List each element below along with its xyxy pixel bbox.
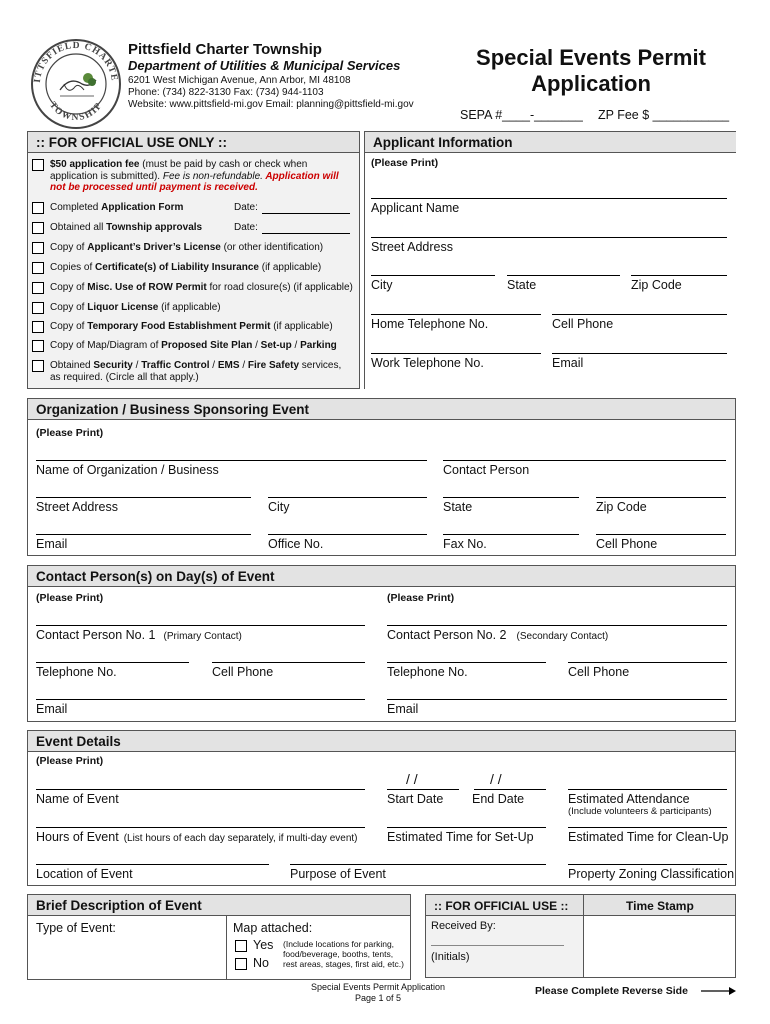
event-please-print: (Please Print): [36, 755, 104, 767]
contact2-tel-label: Telephone No.: [387, 665, 468, 679]
organization-title: Organization / Business Sponsoring Event: [36, 402, 310, 417]
contact1-label: Contact Person No. 1 (Primary Contact): [36, 628, 242, 642]
contact1-cell-label: Cell Phone: [212, 665, 274, 679]
applicant-please-print: (Please Print): [371, 157, 439, 169]
contact1-cell-field[interactable]: [212, 662, 365, 663]
contact2-cell-label: Cell Phone: [568, 665, 630, 679]
applicant-work-tel-field[interactable]: [371, 353, 541, 354]
org-street-field[interactable]: [36, 497, 251, 498]
completed-date-label: Date:: [234, 202, 258, 213]
end-date-field[interactable]: [474, 789, 546, 790]
reverse-side-note: Please Complete Reverse Side: [535, 985, 688, 997]
org-contact-label: Contact Person: [443, 463, 530, 477]
setup-time-label: Estimated Time for Set-Up: [387, 830, 534, 844]
attendance-label: Estimated Attendance: [568, 792, 690, 806]
contacts-title: Contact Person(s) on Day(s) of Event: [36, 569, 275, 584]
type-of-event-label: Type of Event:: [36, 921, 116, 935]
org-office-label: Office No.: [268, 537, 324, 551]
end-date-label: End Date: [472, 792, 525, 806]
time-stamp-area[interactable]: [583, 916, 735, 977]
contact1-email-label: Email: [36, 702, 68, 716]
applicant-section: [364, 131, 736, 389]
approvals-date-label: Date:: [234, 222, 258, 233]
contact1-tel-label: Telephone No.: [36, 665, 117, 679]
hours-field[interactable]: [36, 827, 365, 828]
insurance-checkbox[interactable]: [32, 262, 44, 274]
svg-text:PITTSFIELD CHARTER: ITTSFIELD CHARTE: [32, 40, 120, 84]
contact1-name-field[interactable]: [36, 625, 365, 626]
event-name-label: Name of Event: [36, 792, 119, 806]
applicant-home-tel-field[interactable]: [371, 314, 541, 315]
completed-form-checkbox[interactable]: [32, 202, 44, 214]
org-zip-field[interactable]: [596, 497, 726, 498]
contact2-label: Contact Person No. 2 (Secondary Contact): [387, 628, 609, 642]
applicant-email-field[interactable]: [552, 353, 727, 354]
applicant-state-field[interactable]: [507, 275, 620, 276]
attendance-field[interactable]: [568, 789, 727, 790]
approvals-date-field[interactable]: [262, 233, 350, 234]
fee-checkbox[interactable]: [32, 159, 44, 171]
applicant-email-label: Email: [552, 356, 584, 370]
applicant-cell-field[interactable]: [552, 314, 727, 315]
org-cell-field[interactable]: [596, 534, 726, 535]
org-name-field[interactable]: [36, 460, 427, 461]
applicant-home-tel-label: Home Telephone No.: [371, 317, 489, 331]
map-no-checkbox[interactable]: [235, 958, 247, 970]
applicant-zip-field[interactable]: [631, 275, 727, 276]
contact2-email-field[interactable]: [387, 699, 727, 700]
township-phone: Phone: (734) 822-3130 Fax: (734) 944-1103: [128, 87, 324, 98]
start-date-label: Start Date: [387, 792, 444, 806]
map-no-label: No: [253, 956, 269, 970]
applicant-cell-label: Cell Phone: [552, 317, 614, 331]
township-name: Pittsfield Charter Township: [128, 41, 322, 58]
fee-text: $50 application fee (must be paid by cash or check when application is submitted). Fee is non-refundable. Application will not be processed until payment is received.: [50, 159, 339, 193]
received-by-field[interactable]: [431, 945, 564, 946]
start-date-field[interactable]: [387, 789, 459, 790]
contacts-section: [27, 565, 736, 722]
event-details-section: [27, 730, 736, 886]
drivers-license-checkbox[interactable]: [32, 242, 44, 254]
applicant-city-label: City: [371, 278, 393, 292]
applicant-title: Applicant Information: [373, 135, 513, 150]
org-state-field[interactable]: [443, 497, 579, 498]
brief-description-section: [27, 894, 411, 980]
contacts-please-print-1: (Please Print): [36, 592, 104, 604]
org-zip-label: Zip Code: [596, 500, 647, 514]
org-email-label: Email: [36, 537, 68, 551]
org-email-field[interactable]: [36, 534, 251, 535]
org-fax-field[interactable]: [443, 534, 579, 535]
contact2-name-field[interactable]: [387, 625, 727, 626]
contact2-email-label: Email: [387, 702, 419, 716]
start-date-slashes: / /: [406, 771, 418, 787]
time-stamp-title: Time Stamp: [626, 899, 694, 913]
org-street-label: Street Address: [36, 500, 118, 514]
zp-fee: ZP Fee $ ___________: [598, 108, 730, 122]
org-fax-label: Fax No.: [443, 537, 487, 551]
township-approvals-checkbox[interactable]: [32, 222, 44, 234]
arrow-right-icon: [701, 984, 737, 996]
applicant-state-label: State: [507, 278, 537, 292]
org-office-field[interactable]: [268, 534, 427, 535]
zoning-field[interactable]: [568, 864, 727, 865]
organization-please-print: (Please Print): [36, 427, 104, 439]
official-use-section: :: FOR OFFICIAL USE ONLY :: $50 application fee (must be paid by cash or check when application is submitted). Fee is non-refundable. Application will not be processed until payment is received. Completed Application Form Date: Obtained all Township approvals Date: Copy of Applicant’s Driver’s License (or other identification) Copies of Certificate(s) of Liability Insurance (if applicable) Copy of Misc. Use of ROW Permit for road closure(s) (if applicable) Copy of Liquor License (if applicable) Copy of Temporary Food Establishment Permit (if applicable) Copy of Map/Diagram of Proposed Site Plan / Set-up / Parking Obtained Security / Traffic Control / EMS / Fire Safety services, as required. (Circle all that apply.): [27, 131, 360, 389]
cleanup-time-label: Estimated Time for Clean-Up: [568, 830, 729, 844]
org-city-field[interactable]: [268, 497, 427, 498]
applicant-name-field[interactable]: [371, 198, 727, 199]
official-use-2-section: [425, 894, 736, 978]
end-date-slashes: / /: [490, 771, 502, 787]
initials-label: (Initials): [431, 951, 470, 963]
svg-text:TOWNSHIP: TOWNSHIP: [47, 100, 105, 124]
received-by-label: Received By:: [431, 920, 496, 932]
food-permit-checkbox[interactable]: [32, 321, 44, 333]
row-permit-checkbox[interactable]: [32, 282, 44, 294]
org-city-label: City: [268, 500, 290, 514]
official-use-header: [28, 132, 359, 153]
org-state-label: State: [443, 500, 473, 514]
map-yes-checkbox[interactable]: [235, 940, 247, 952]
location-field[interactable]: [36, 864, 269, 865]
applicant-work-tel-label: Work Telephone No.: [371, 356, 484, 370]
site-plan-checkbox[interactable]: [32, 340, 44, 352]
purpose-field[interactable]: [290, 864, 546, 865]
map-note: (Include locations for parking, food/beverage, booths, tents, rest areas, stages, first aid, etc.): [283, 939, 404, 969]
org-cell-label: Cell Phone: [596, 537, 658, 551]
township-seal: [30, 38, 122, 130]
form-title-line1: Special Events Permit: [476, 45, 706, 70]
footer-page-number: Page 1 of 5: [354, 993, 402, 1003]
contact1-email-field[interactable]: [36, 699, 365, 700]
attendance-note: (Include volunteers & participants): [568, 806, 712, 817]
department-name: Department of Utilities & Municipal Services: [128, 58, 401, 73]
cleanup-time-field[interactable]: [568, 827, 727, 828]
organization-section: [27, 398, 736, 556]
contact2-tel-field[interactable]: [387, 662, 546, 663]
official-use-title: :: FOR OFFICIAL USE ONLY ::: [36, 135, 228, 150]
org-name-label: Name of Organization / Business: [36, 463, 219, 477]
completed-date-field[interactable]: [262, 213, 350, 214]
applicant-street-label: Street Address: [371, 240, 453, 254]
applicant-city-field[interactable]: [371, 275, 495, 276]
map-attached-label: Map attached:: [233, 921, 313, 935]
township-website: Website: www.pittsfield-mi.gov Email: planning@pittsfield-mi.gov: [128, 99, 414, 110]
applicant-name-label: Applicant Name: [371, 201, 460, 215]
official-use-2-title: :: FOR OFFICIAL USE ::: [434, 899, 569, 913]
applicant-street-field[interactable]: [371, 237, 727, 238]
brief-description-title: Brief Description of Event: [36, 898, 202, 913]
zoning-label: Property Zoning Classification: [568, 867, 735, 881]
event-details-title: Event Details: [36, 734, 121, 749]
location-label: Location of Event: [36, 867, 133, 881]
contact1-tel-field[interactable]: [36, 662, 189, 663]
township-address: 6201 West Michigan Avenue, Ann Arbor, MI 48108: [128, 75, 351, 86]
applicant-zip-label: Zip Code: [631, 278, 682, 292]
map-yes-label: Yes: [253, 938, 274, 952]
contacts-please-print-2: (Please Print): [387, 592, 455, 604]
brief-divider: [226, 916, 227, 979]
setup-time-field[interactable]: [387, 827, 546, 828]
purpose-label: Purpose of Event: [290, 867, 386, 881]
footer-doc-name: Special Events Permit Application: [310, 982, 446, 992]
contact2-cell-field[interactable]: [568, 662, 727, 663]
form-title-line2: Application: [531, 71, 651, 96]
sepa-number: SEPA #____-_______: [460, 108, 583, 122]
org-contact-field[interactable]: [443, 460, 726, 461]
security-services-checkbox[interactable]: [32, 360, 44, 372]
liquor-license-checkbox[interactable]: [32, 302, 44, 314]
hours-label: Hours of Event (List hours of each day separately, if multi-day event): [36, 830, 358, 844]
event-name-field[interactable]: [36, 789, 365, 790]
